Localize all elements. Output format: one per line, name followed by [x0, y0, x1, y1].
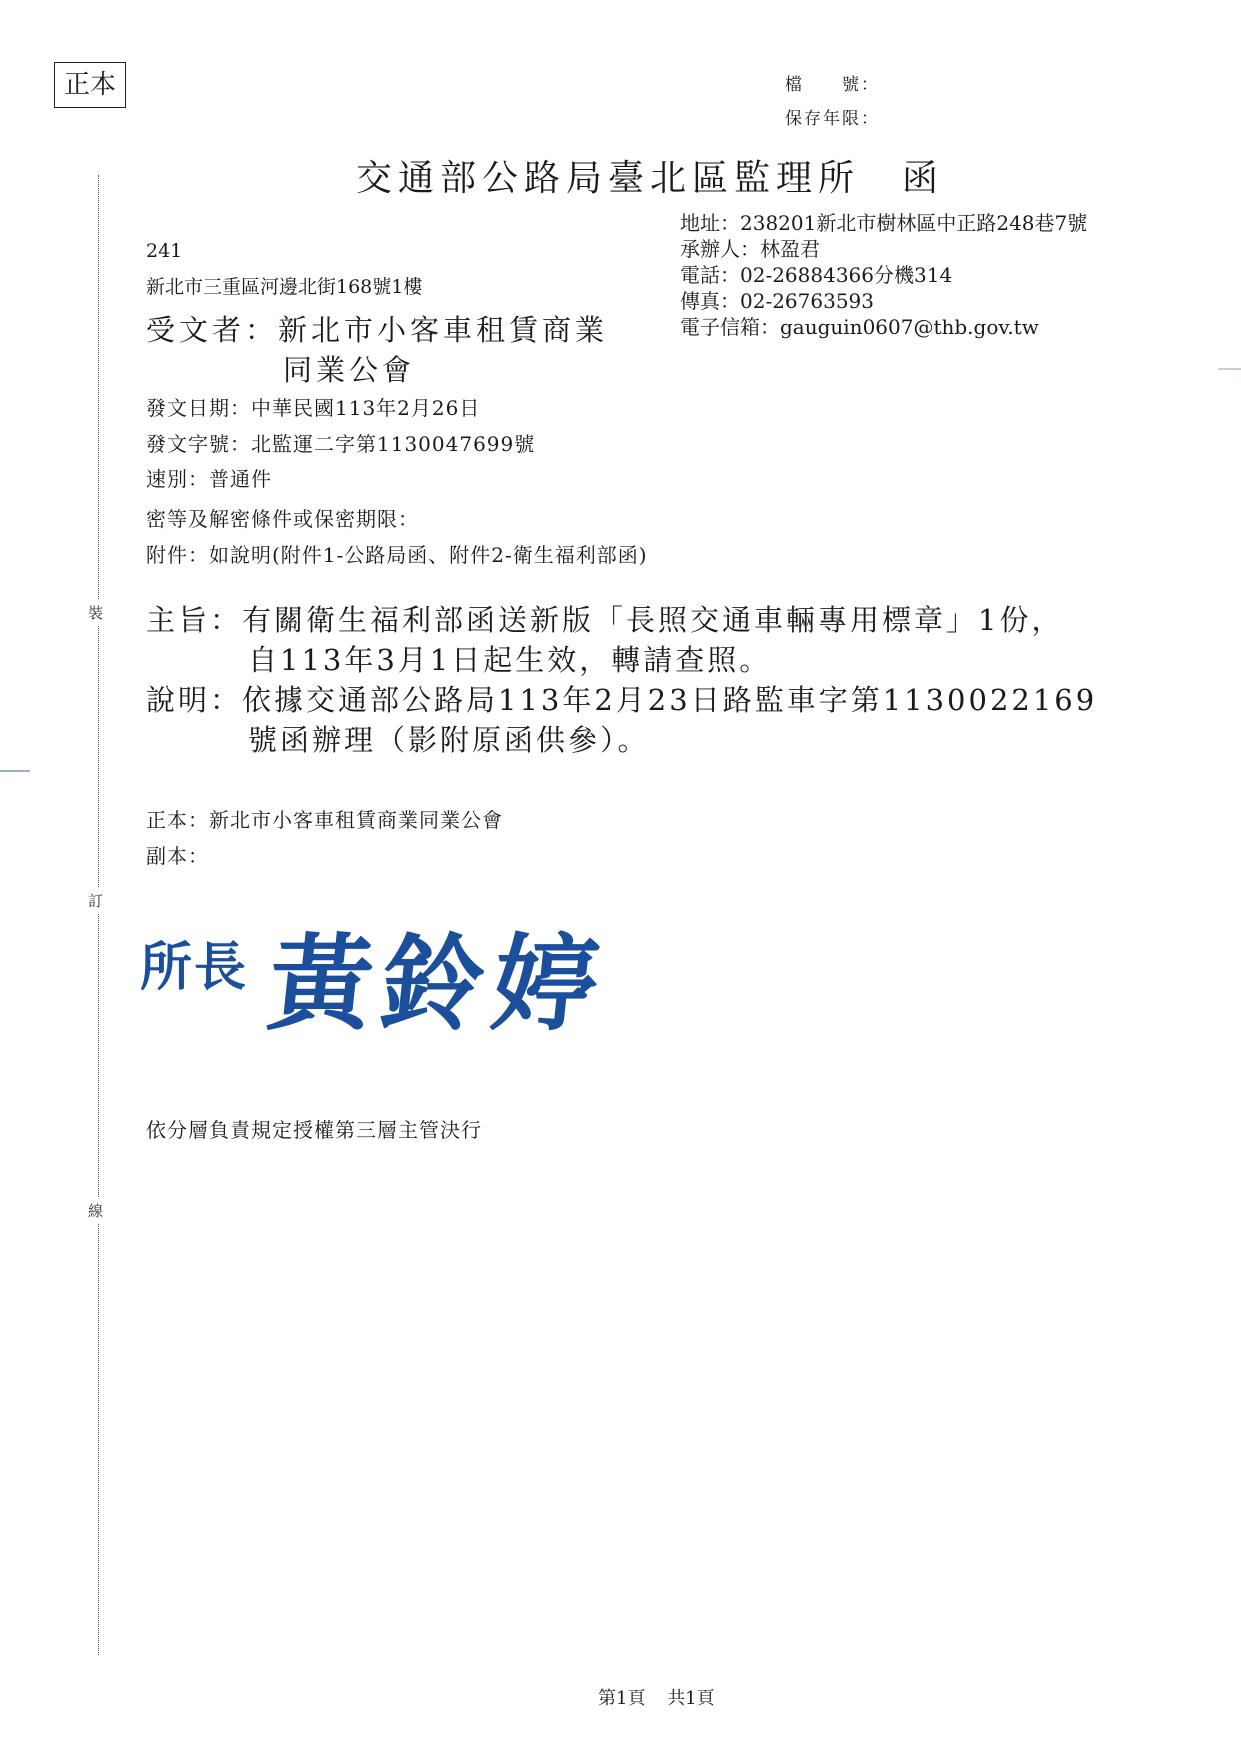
binding-mark-middle: 訂	[88, 888, 103, 913]
copy-recipient: 副本：	[146, 844, 209, 868]
signature-title: 所長	[140, 937, 249, 998]
sender-phone: 電話：02-26884366分機314	[680, 263, 953, 287]
explanation-line-2: 號函辦理（影附原函供參）。	[248, 723, 650, 757]
officer-in-charge: 承辦人：林盈君	[680, 237, 820, 261]
signature-name: 黃鈴婷	[262, 922, 612, 1045]
delivery-speed: 速別：普通件	[146, 467, 272, 491]
recipient-postal-code: 241	[146, 240, 183, 262]
issue-date: 發文日期：中華民國113年2月26日	[146, 396, 481, 420]
retention-period-label: 保存年限：	[785, 109, 880, 129]
binding-mark-bottom: 線	[88, 1198, 103, 1223]
secrecy-level: 密等及解密條件或保密期限：	[146, 507, 419, 531]
page-number: 第1頁	[598, 1688, 646, 1709]
page-footer	[590, 1684, 723, 1710]
total-pages: 共1頁	[667, 1688, 715, 1709]
recipient-line-2: 同業公會	[283, 353, 416, 387]
explanation-line-1: 說明：依據交通部公路局113年2月23日路監車字第1130022169	[146, 683, 1098, 717]
file-number-label: 檔 號：	[785, 75, 880, 95]
attachments: 附件：如說明(附件1-公路局函、附件2-衛生福利部函)	[146, 543, 648, 567]
authorization-note: 依分層負責規定授權第三層主管決行	[146, 1118, 482, 1142]
subject-line-2: 自113年3月1日起生效，轉請查照。	[248, 643, 772, 677]
recipient-address: 新北市三重區河邊北街168號1樓	[146, 276, 423, 298]
subject-line-1: 主旨：有關衛生福利部函送新版「長照交通車輛專用標章」1份，	[146, 603, 1064, 637]
scan-noise-mark	[0, 770, 30, 772]
scan-noise-mark	[1218, 368, 1241, 370]
document-number: 發文字號：北監運二字第1130047699號	[146, 432, 536, 456]
recipient-line-1: 受文者：新北市小客車租賃商業	[146, 313, 609, 347]
sender-email: 電子信箱：gauguin0607@thb.gov.tw	[680, 315, 1039, 339]
binding-mark-top: 裝	[88, 600, 103, 625]
original-copy-stamp: 正本	[54, 62, 126, 108]
sender-fax: 傳真：02-26763593	[680, 289, 875, 313]
document-title: 交通部公路局臺北區監理所 函	[356, 158, 945, 199]
binding-margin-line	[98, 175, 99, 1655]
original-recipient: 正本：新北市小客車租賃商業同業公會	[146, 808, 503, 832]
sender-address: 地址：238201新北市樹林區中正路248巷7號	[680, 211, 1088, 235]
